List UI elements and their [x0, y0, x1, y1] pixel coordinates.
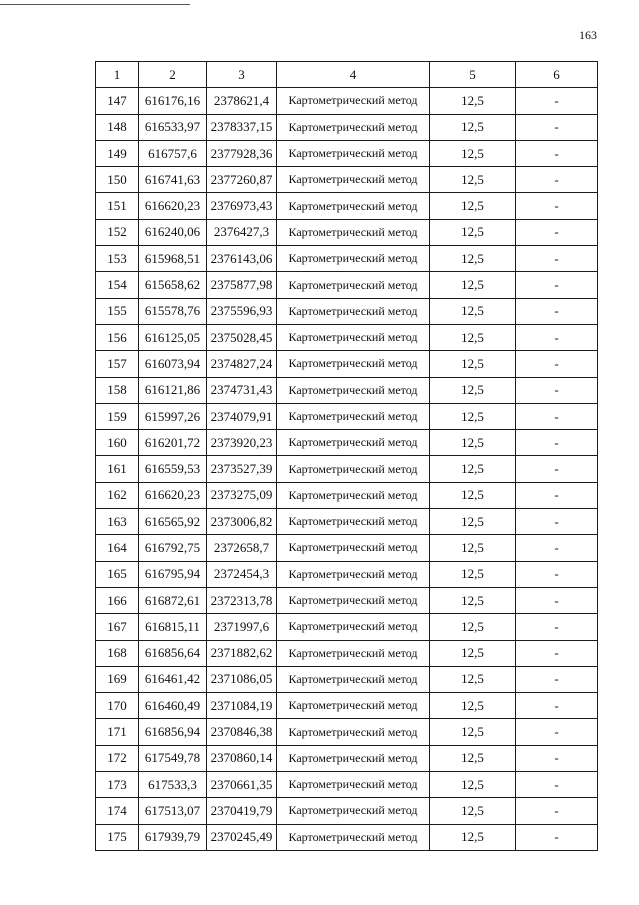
y-coordinate-cell: 2370245,49 — [207, 824, 277, 850]
table-row — [96, 666, 598, 692]
table-row — [96, 824, 598, 850]
note-cell: - — [516, 430, 598, 456]
method-cell: Картометрический метод — [277, 824, 430, 850]
y-coordinate-cell: 2370661,35 — [207, 772, 277, 798]
note-cell: - — [516, 587, 598, 613]
method-cell: Картометрический метод — [277, 430, 430, 456]
method-cell: Картометрический метод — [277, 693, 430, 719]
point-number-cell: 151 — [96, 193, 139, 219]
table-row — [96, 509, 598, 535]
note-cell: - — [516, 772, 598, 798]
y-coordinate-cell: 2375028,45 — [207, 324, 277, 350]
accuracy-cell: 12,5 — [430, 114, 516, 140]
point-number-cell: 169 — [96, 666, 139, 692]
accuracy-cell: 12,5 — [430, 272, 516, 298]
method-cell: Картометрический метод — [277, 614, 430, 640]
accuracy-cell: 12,5 — [430, 824, 516, 850]
method-cell: Картометрический метод — [277, 272, 430, 298]
accuracy-cell: 12,5 — [430, 640, 516, 666]
method-cell: Картометрический метод — [277, 140, 430, 166]
coordinates-table — [95, 61, 598, 851]
note-cell: - — [516, 193, 598, 219]
point-number-cell: 164 — [96, 535, 139, 561]
y-coordinate-cell: 2378337,15 — [207, 114, 277, 140]
column-header: 4 — [277, 62, 430, 88]
table-row — [96, 640, 598, 666]
y-coordinate-cell: 2374827,24 — [207, 351, 277, 377]
x-coordinate-cell: 616073,94 — [139, 351, 207, 377]
note-cell: - — [516, 114, 598, 140]
method-cell: Картометрический метод — [277, 719, 430, 745]
accuracy-cell: 12,5 — [430, 324, 516, 350]
column-header: 5 — [430, 62, 516, 88]
point-number-cell: 171 — [96, 719, 139, 745]
accuracy-cell: 12,5 — [430, 772, 516, 798]
accuracy-cell: 12,5 — [430, 246, 516, 272]
table-row — [96, 403, 598, 429]
table-row — [96, 798, 598, 824]
method-cell: Картометрический метод — [277, 324, 430, 350]
y-coordinate-cell: 2372454,3 — [207, 561, 277, 587]
note-cell: - — [516, 246, 598, 272]
accuracy-cell: 12,5 — [430, 535, 516, 561]
table-row — [96, 298, 598, 324]
accuracy-cell: 12,5 — [430, 298, 516, 324]
method-cell: Картометрический метод — [277, 666, 430, 692]
point-number-cell: 150 — [96, 167, 139, 193]
point-number-cell: 168 — [96, 640, 139, 666]
y-coordinate-cell: 2373920,23 — [207, 430, 277, 456]
accuracy-cell: 12,5 — [430, 798, 516, 824]
method-cell: Картометрический метод — [277, 745, 430, 771]
x-coordinate-cell: 615968,51 — [139, 246, 207, 272]
x-coordinate-cell: 616856,64 — [139, 640, 207, 666]
y-coordinate-cell: 2371882,62 — [207, 640, 277, 666]
table-row — [96, 140, 598, 166]
column-header: 6 — [516, 62, 598, 88]
x-coordinate-cell: 616533,97 — [139, 114, 207, 140]
method-cell: Картометрический метод — [277, 219, 430, 245]
y-coordinate-cell: 2377260,87 — [207, 167, 277, 193]
method-cell: Картометрический метод — [277, 456, 430, 482]
y-coordinate-cell: 2371084,19 — [207, 693, 277, 719]
y-coordinate-cell: 2374731,43 — [207, 377, 277, 403]
method-cell: Картометрический метод — [277, 509, 430, 535]
y-coordinate-cell: 2378621,4 — [207, 88, 277, 114]
y-coordinate-cell: 2371997,6 — [207, 614, 277, 640]
table-row — [96, 745, 598, 771]
x-coordinate-cell: 616565,92 — [139, 509, 207, 535]
note-cell: - — [516, 88, 598, 114]
method-cell: Картометрический метод — [277, 114, 430, 140]
point-number-cell: 163 — [96, 509, 139, 535]
x-coordinate-cell: 616461,42 — [139, 666, 207, 692]
accuracy-cell: 12,5 — [430, 140, 516, 166]
x-coordinate-cell: 616559,53 — [139, 456, 207, 482]
note-cell: - — [516, 535, 598, 561]
method-cell: Картометрический метод — [277, 535, 430, 561]
note-cell: - — [516, 403, 598, 429]
point-number-cell: 173 — [96, 772, 139, 798]
point-number-cell: 156 — [96, 324, 139, 350]
note-cell: - — [516, 377, 598, 403]
point-number-cell: 148 — [96, 114, 139, 140]
point-number-cell: 158 — [96, 377, 139, 403]
column-header: 2 — [139, 62, 207, 88]
table-row — [96, 193, 598, 219]
table-row — [96, 456, 598, 482]
point-number-cell: 170 — [96, 693, 139, 719]
note-cell: - — [516, 456, 598, 482]
accuracy-cell: 12,5 — [430, 430, 516, 456]
x-coordinate-cell: 616856,94 — [139, 719, 207, 745]
page-number: 163 — [579, 28, 597, 42]
table-row — [96, 482, 598, 508]
table-row — [96, 587, 598, 613]
accuracy-cell: 12,5 — [430, 219, 516, 245]
accuracy-cell: 12,5 — [430, 561, 516, 587]
method-cell: Картометрический метод — [277, 298, 430, 324]
note-cell: - — [516, 324, 598, 350]
note-cell: - — [516, 219, 598, 245]
x-coordinate-cell: 617533,3 — [139, 772, 207, 798]
table-row — [96, 167, 598, 193]
note-cell: - — [516, 745, 598, 771]
point-number-cell: 149 — [96, 140, 139, 166]
y-coordinate-cell: 2370846,38 — [207, 719, 277, 745]
y-coordinate-cell: 2370860,14 — [207, 745, 277, 771]
point-number-cell: 157 — [96, 351, 139, 377]
x-coordinate-cell: 616741,63 — [139, 167, 207, 193]
point-number-cell: 174 — [96, 798, 139, 824]
point-number-cell: 160 — [96, 430, 139, 456]
table-row — [96, 114, 598, 140]
table-row — [96, 377, 598, 403]
table-body — [96, 88, 598, 851]
x-coordinate-cell: 616121,86 — [139, 377, 207, 403]
method-cell: Картометрический метод — [277, 587, 430, 613]
accuracy-cell: 12,5 — [430, 167, 516, 193]
point-number-cell: 147 — [96, 88, 139, 114]
x-coordinate-cell: 616757,6 — [139, 140, 207, 166]
accuracy-cell: 12,5 — [430, 719, 516, 745]
table-row — [96, 246, 598, 272]
accuracy-cell: 12,5 — [430, 482, 516, 508]
y-coordinate-cell: 2372313,78 — [207, 587, 277, 613]
method-cell: Картометрический метод — [277, 88, 430, 114]
x-coordinate-cell: 616176,16 — [139, 88, 207, 114]
point-number-cell: 153 — [96, 246, 139, 272]
x-coordinate-cell: 616792,75 — [139, 535, 207, 561]
x-coordinate-cell: 616125,05 — [139, 324, 207, 350]
accuracy-cell: 12,5 — [430, 351, 516, 377]
accuracy-cell: 12,5 — [430, 666, 516, 692]
x-coordinate-cell: 615997,26 — [139, 403, 207, 429]
x-coordinate-cell: 615658,62 — [139, 272, 207, 298]
x-coordinate-cell: 616240,06 — [139, 219, 207, 245]
column-header: 3 — [207, 62, 277, 88]
point-number-cell: 161 — [96, 456, 139, 482]
y-coordinate-cell: 2374079,91 — [207, 403, 277, 429]
method-cell: Картометрический метод — [277, 561, 430, 587]
y-coordinate-cell: 2373006,82 — [207, 509, 277, 535]
point-number-cell: 152 — [96, 219, 139, 245]
table-row — [96, 351, 598, 377]
point-number-cell: 159 — [96, 403, 139, 429]
table-row — [96, 430, 598, 456]
accuracy-cell: 12,5 — [430, 745, 516, 771]
x-coordinate-cell: 617549,78 — [139, 745, 207, 771]
note-cell: - — [516, 272, 598, 298]
method-cell: Картометрический метод — [277, 772, 430, 798]
x-coordinate-cell: 616620,23 — [139, 482, 207, 508]
note-cell: - — [516, 482, 598, 508]
method-cell: Картометрический метод — [277, 640, 430, 666]
column-header: 1 — [96, 62, 139, 88]
y-coordinate-cell: 2373275,09 — [207, 482, 277, 508]
point-number-cell: 166 — [96, 587, 139, 613]
y-coordinate-cell: 2372658,7 — [207, 535, 277, 561]
table-header-row — [96, 62, 598, 88]
note-cell: - — [516, 351, 598, 377]
x-coordinate-cell: 616872,61 — [139, 587, 207, 613]
note-cell: - — [516, 640, 598, 666]
y-coordinate-cell: 2370419,79 — [207, 798, 277, 824]
accuracy-cell: 12,5 — [430, 456, 516, 482]
y-coordinate-cell: 2377928,36 — [207, 140, 277, 166]
method-cell: Картометрический метод — [277, 246, 430, 272]
note-cell: - — [516, 614, 598, 640]
accuracy-cell: 12,5 — [430, 693, 516, 719]
table-row — [96, 324, 598, 350]
y-coordinate-cell: 2376427,3 — [207, 219, 277, 245]
x-coordinate-cell: 616815,11 — [139, 614, 207, 640]
note-cell: - — [516, 561, 598, 587]
x-coordinate-cell: 616795,94 — [139, 561, 207, 587]
point-number-cell: 154 — [96, 272, 139, 298]
method-cell: Картометрический метод — [277, 377, 430, 403]
accuracy-cell: 12,5 — [430, 88, 516, 114]
method-cell: Картометрический метод — [277, 798, 430, 824]
x-coordinate-cell: 616620,23 — [139, 193, 207, 219]
point-number-cell: 162 — [96, 482, 139, 508]
y-coordinate-cell: 2376143,06 — [207, 246, 277, 272]
method-cell: Картометрический метод — [277, 351, 430, 377]
table-row — [96, 719, 598, 745]
note-cell: - — [516, 824, 598, 850]
method-cell: Картометрический метод — [277, 482, 430, 508]
table-row — [96, 561, 598, 587]
note-cell: - — [516, 719, 598, 745]
y-coordinate-cell: 2373527,39 — [207, 456, 277, 482]
x-coordinate-cell: 615578,76 — [139, 298, 207, 324]
point-number-cell: 172 — [96, 745, 139, 771]
table-row — [96, 535, 598, 561]
method-cell: Картометрический метод — [277, 167, 430, 193]
method-cell: Картометрический метод — [277, 193, 430, 219]
table-row — [96, 772, 598, 798]
y-coordinate-cell: 2376973,43 — [207, 193, 277, 219]
accuracy-cell: 12,5 — [430, 614, 516, 640]
point-number-cell: 175 — [96, 824, 139, 850]
note-cell: - — [516, 140, 598, 166]
note-cell: - — [516, 167, 598, 193]
x-coordinate-cell: 616460,49 — [139, 693, 207, 719]
accuracy-cell: 12,5 — [430, 587, 516, 613]
method-cell: Картометрический метод — [277, 403, 430, 429]
accuracy-cell: 12,5 — [430, 403, 516, 429]
y-coordinate-cell: 2375877,98 — [207, 272, 277, 298]
accuracy-cell: 12,5 — [430, 377, 516, 403]
y-coordinate-cell: 2371086,05 — [207, 666, 277, 692]
table-row — [96, 272, 598, 298]
point-number-cell: 155 — [96, 298, 139, 324]
point-number-cell: 165 — [96, 561, 139, 587]
note-cell: - — [516, 798, 598, 824]
note-cell: - — [516, 666, 598, 692]
point-number-cell: 167 — [96, 614, 139, 640]
accuracy-cell: 12,5 — [430, 509, 516, 535]
note-cell: - — [516, 509, 598, 535]
accuracy-cell: 12,5 — [430, 193, 516, 219]
x-coordinate-cell: 617513,07 — [139, 798, 207, 824]
note-cell: - — [516, 298, 598, 324]
y-coordinate-cell: 2375596,93 — [207, 298, 277, 324]
table-row — [96, 219, 598, 245]
x-coordinate-cell: 617939,79 — [139, 824, 207, 850]
table-row — [96, 614, 598, 640]
note-cell: - — [516, 693, 598, 719]
table-row — [96, 88, 598, 114]
top-rule — [0, 4, 190, 5]
x-coordinate-cell: 616201,72 — [139, 430, 207, 456]
table-row — [96, 693, 598, 719]
